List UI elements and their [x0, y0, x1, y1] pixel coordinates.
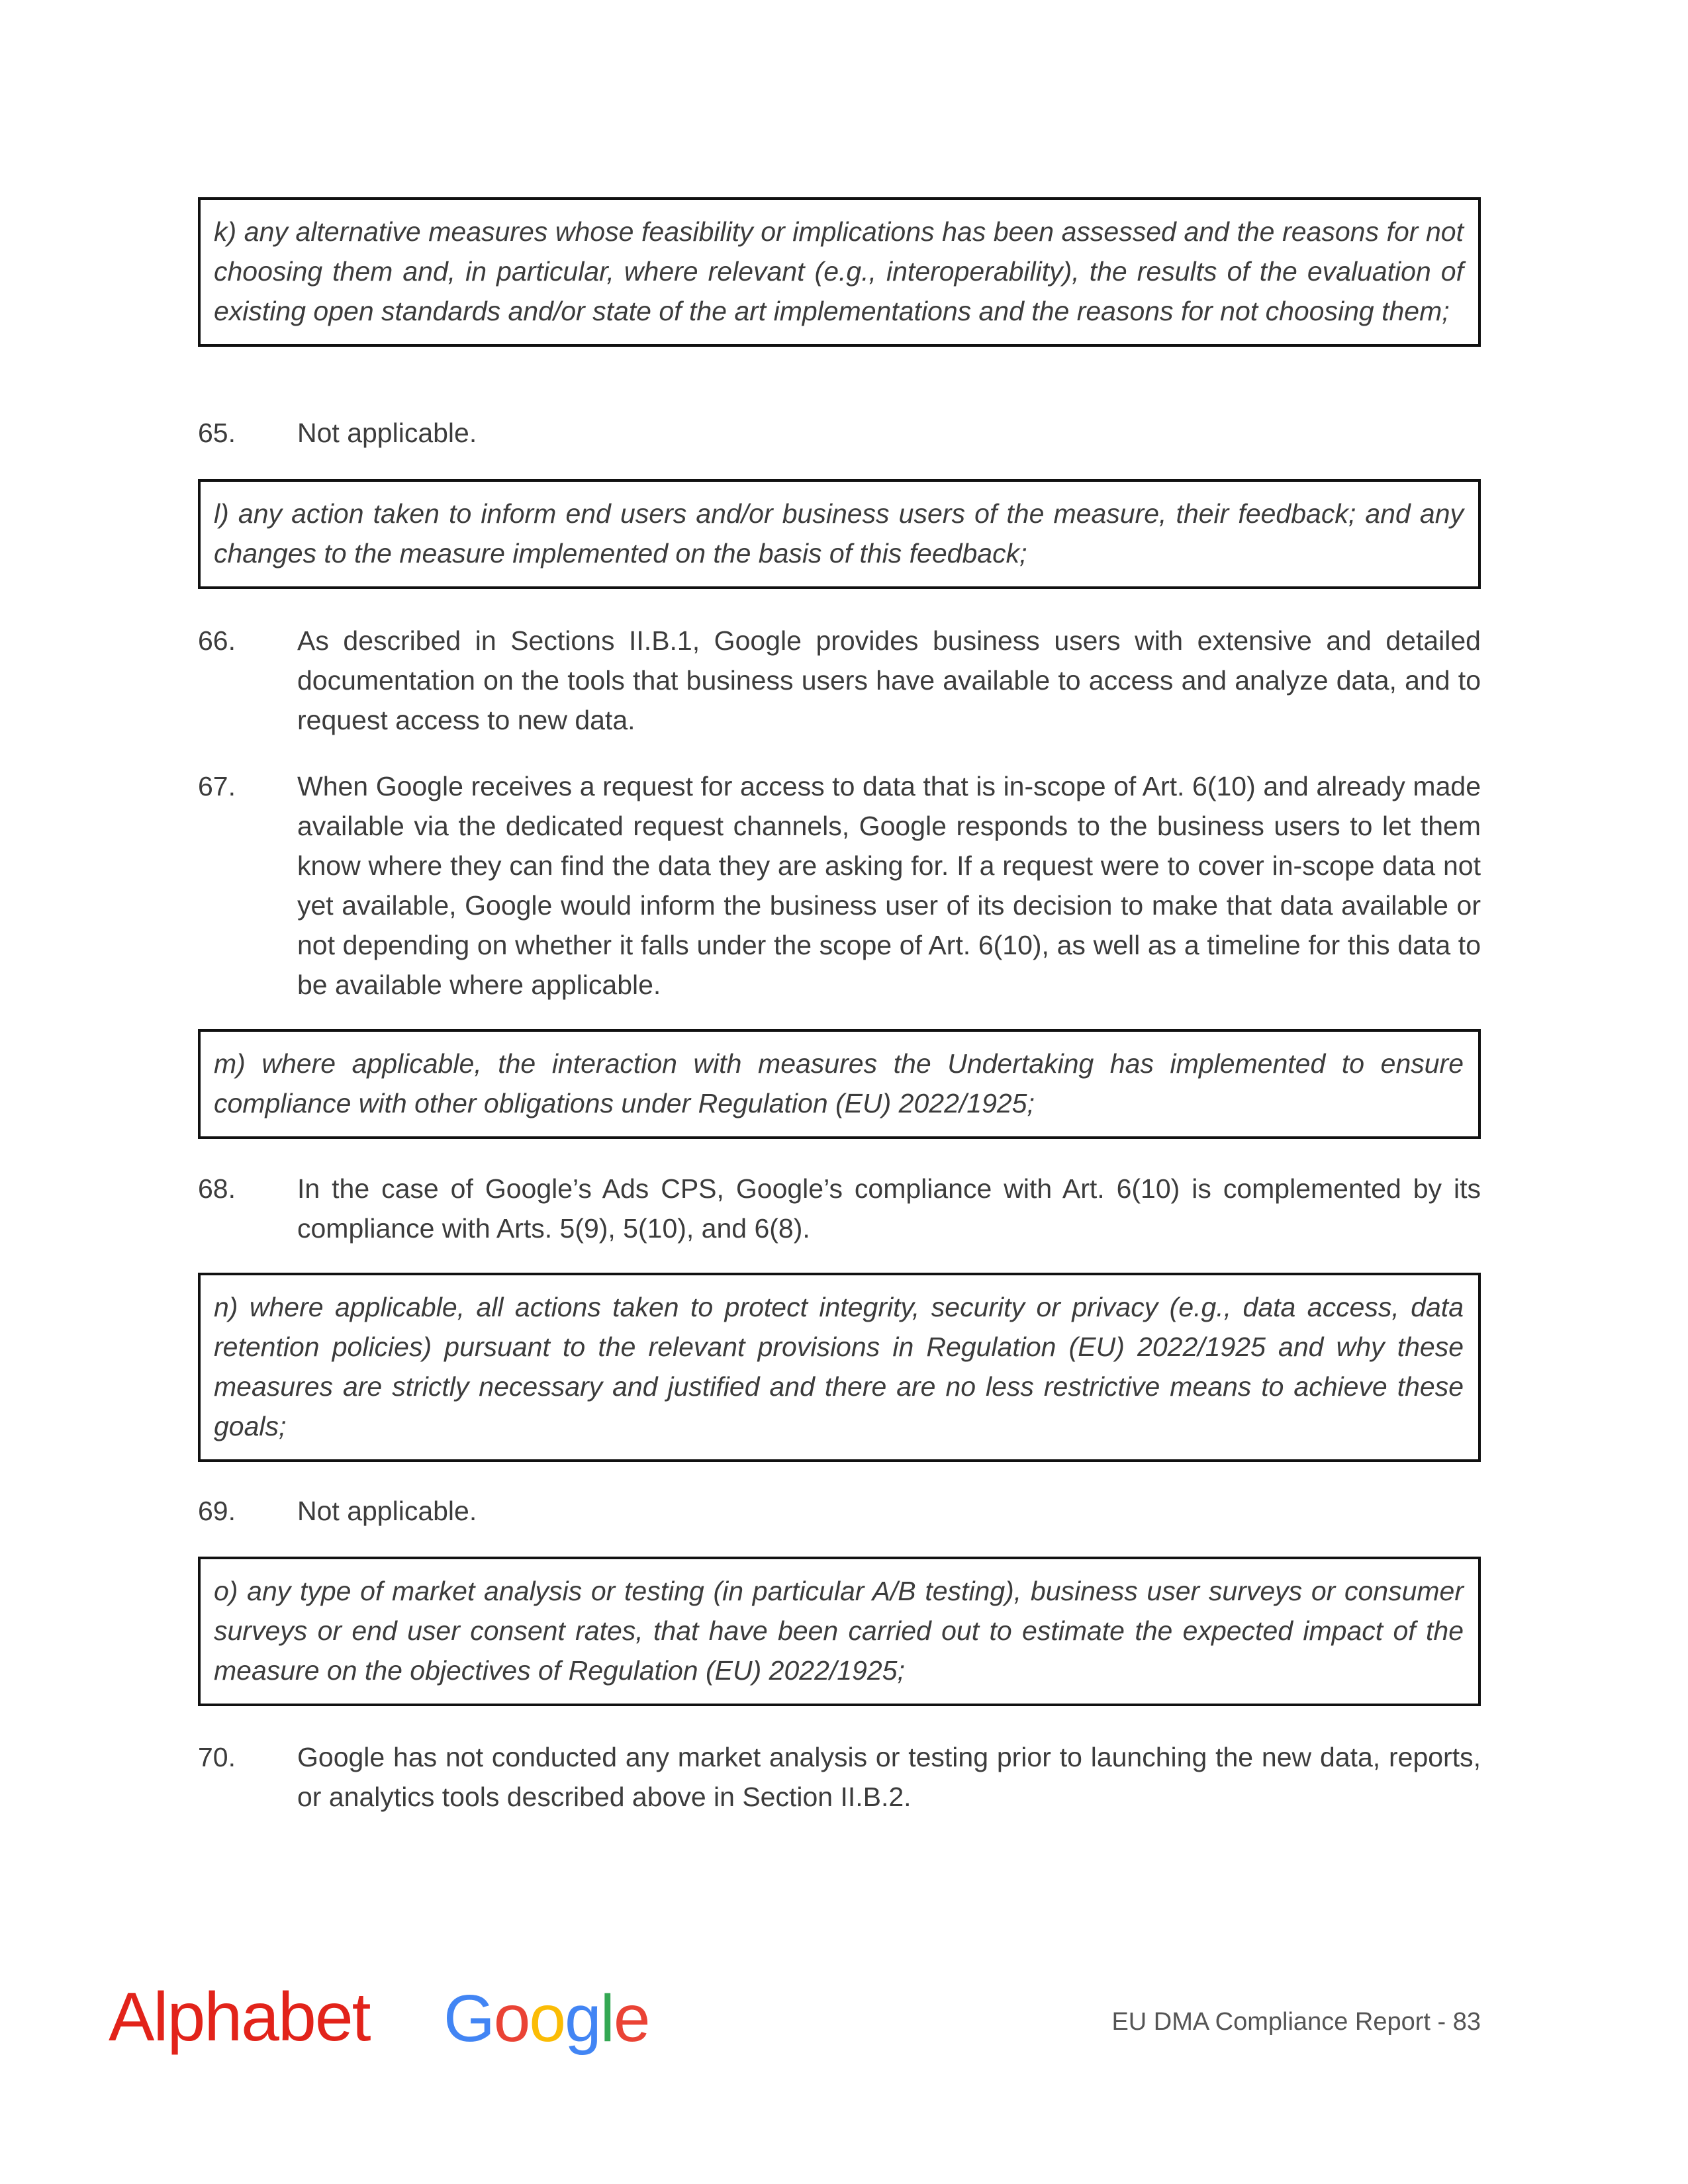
paragraph-number: 70.: [198, 1742, 236, 1772]
requirement-box-n: [198, 1273, 1481, 1462]
requirement-text-k: k) any alternative measures whose feasibility or implications has been assessed and the reasons for not choosing them and, in particular, where relevant (e.g., interoperability), the results of the evaluation of existing open standards and/or state of the art implementations and the reasons for not choosing them;: [214, 216, 1464, 326]
paragraph-number: 69.: [198, 1496, 236, 1526]
paragraph-text: Not applicable.: [297, 418, 477, 448]
paragraph-68: [198, 1169, 1481, 1248]
paragraph-text: In the case of Google’s Ads CPS, Google’s compliance with Art. 6(10) is complemented by its compliance with Arts. 5(9), 5(10), and 6(8).: [297, 1173, 1481, 1244]
paragraph-text: As described in Sections II.B.1, Google provides business users with extensive and detailed documentation on the tools that business users have available to access and analyze data, and to request access to new data.: [297, 625, 1481, 735]
paragraph-number: 68.: [198, 1173, 236, 1204]
paragraph-text: Not applicable.: [297, 1496, 477, 1526]
alphabet-logo: Alphabet: [109, 1979, 370, 2056]
requirement-box-o: [198, 1557, 1481, 1706]
paragraph-65: [198, 413, 1481, 453]
google-logo: Google: [444, 1981, 649, 2056]
paragraph-66: [198, 621, 1481, 740]
paragraph-67: [198, 766, 1481, 1005]
page-footer-label: EU DMA Compliance Report - 83: [1111, 2008, 1481, 2036]
requirement-box-m: [198, 1029, 1481, 1139]
paragraph-number: 67.: [198, 771, 236, 801]
paragraph-text: When Google receives a request for access to data that is in-scope of Art. 6(10) and already made available via the dedicated request channels, Google responds to the business users to let them know where they can find the data they are asking for. If a request were to cover in-scope data not yet available, Google would inform the business user of its decision to make that data available or not depending on whether it falls under the scope of Art. 6(10), as well as a timeline for this data to be available where applicable.: [297, 771, 1481, 1000]
paragraph-69: [198, 1491, 1481, 1531]
paragraph-70: [198, 1737, 1481, 1817]
requirement-text-m: m) where applicable, the interaction with measures the Undertaking has implemented to ensure compliance with other obligations under Regulation (EU) 2022/1925;: [214, 1048, 1464, 1118]
requirement-text-n: n) where applicable, all actions taken to protect integrity, security or privacy (e.g., data access, data retention policies) pursuant to the relevant provisions in Regulation (EU) 2022/1925 and why these measures are strictly necessary and justified and there are no less restrictive means to achieve these goals;: [214, 1292, 1464, 1441]
requirement-box-k: [198, 197, 1481, 347]
paragraph-text: Google has not conducted any market analysis or testing prior to launching the new data, reports, or analytics tools described above in Section II.B.2.: [297, 1742, 1481, 1812]
requirement-box-l: [198, 479, 1481, 589]
requirement-text-o: o) any type of market analysis or testing (in particular A/B testing), business user surveys or consumer surveys or end user consent rates, that have been carried out to estimate the expected impact of the measure on the objectives of Regulation (EU) 2022/1925;: [214, 1576, 1464, 1686]
requirement-text-l: l) any action taken to inform end users and/or business users of the measure, their feedback; and any changes to the measure implemented on the basis of this feedback;: [214, 498, 1464, 569]
paragraph-number: 66.: [198, 625, 236, 656]
paragraph-number: 65.: [198, 418, 236, 448]
